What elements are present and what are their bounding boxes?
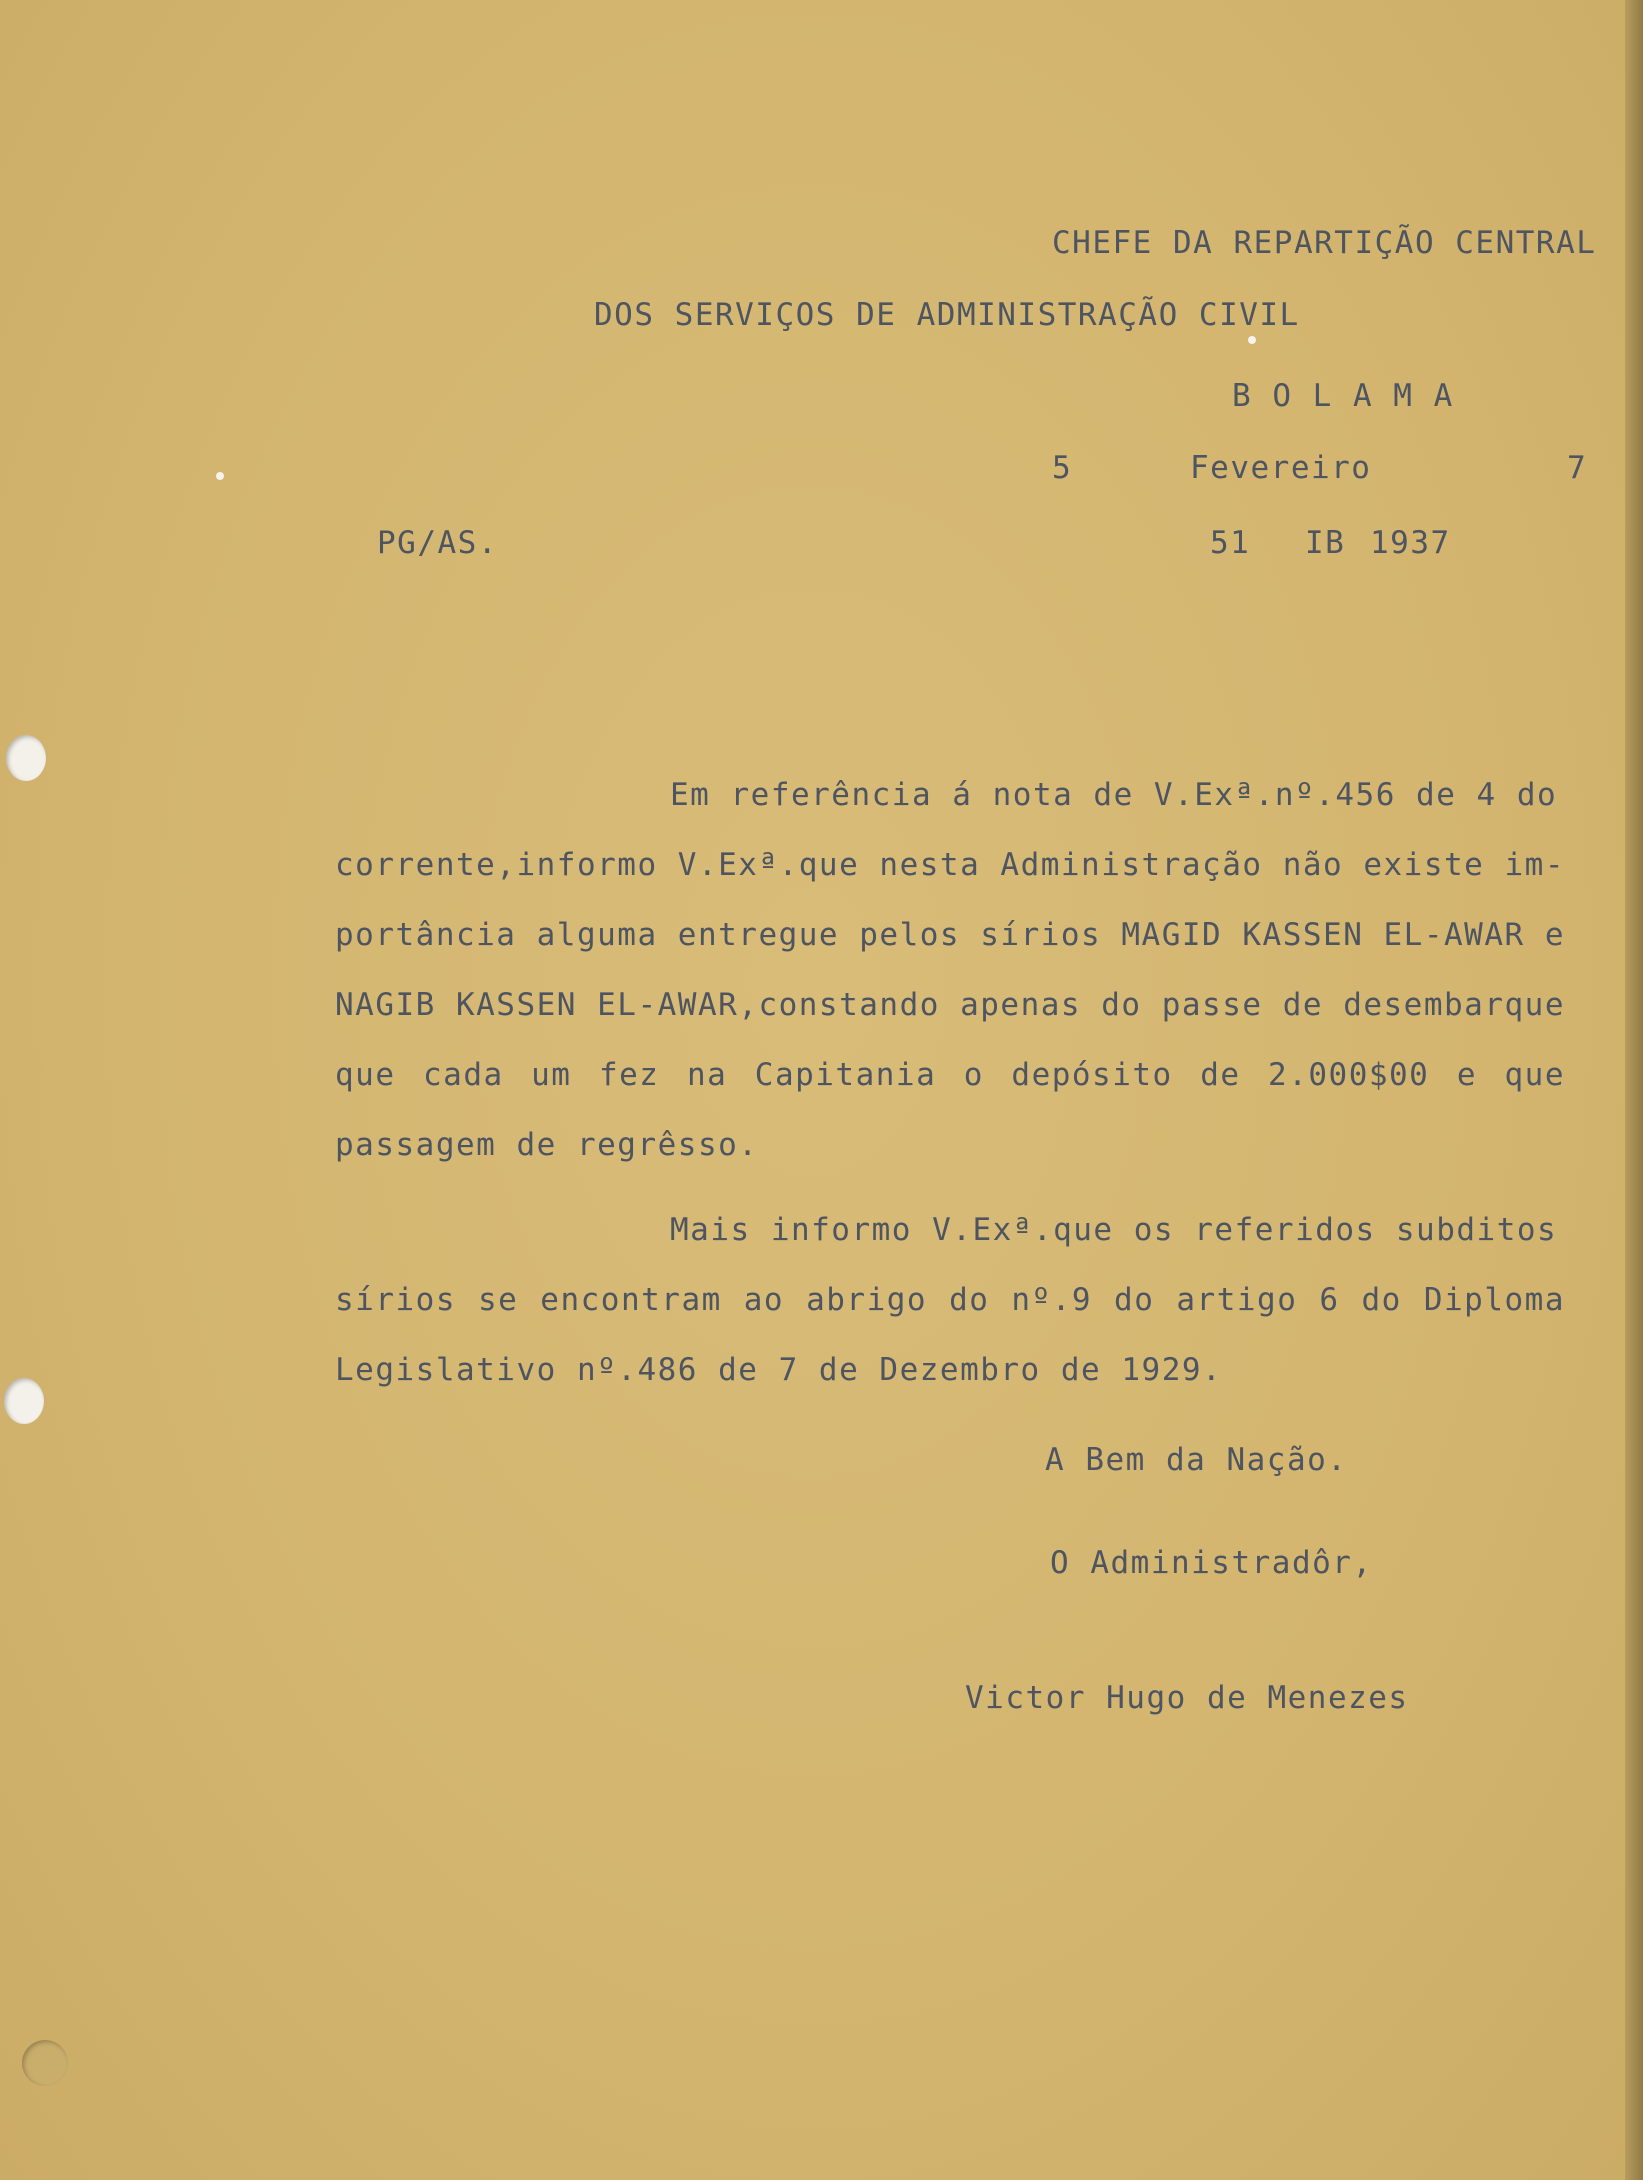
body-paragraph-1 bbox=[335, 760, 1565, 1180]
paragraph-2-line: Mais informo V.Exª.que os referidos subditos bbox=[670, 1212, 1558, 1248]
closing-salutation: A Bem da Nação. bbox=[1045, 1442, 1348, 1478]
reference-year: 1937 bbox=[1370, 525, 1451, 561]
paper-edge bbox=[1625, 0, 1643, 2180]
paragraph-1-line: NAGIB KASSEN EL-AWAR,constando apenas do passe de desembarque bbox=[335, 987, 1565, 1023]
header-line-1: CHEFE DA REPARTIÇÃO CENTRAL bbox=[1052, 225, 1597, 261]
date-month: Fevereiro bbox=[1190, 450, 1372, 486]
date-number: 7 bbox=[1567, 450, 1588, 486]
punch-hole-middle bbox=[4, 1378, 44, 1424]
paragraph-1-line: que cada um fez na Capitania o depósito de 2.000$00 e que bbox=[335, 1057, 1565, 1093]
paragraph-1-line: Em referência á nota de V.Exª.nº.456 de 4 do bbox=[670, 777, 1558, 813]
header-line-2: DOS SERVIÇOS DE ADMINISTRAÇÃO CIVIL bbox=[594, 297, 1300, 333]
punch-hole-top bbox=[6, 735, 46, 781]
paragraph-1-line: corrente,informo V.Exª.que nesta Administração não existe im- bbox=[335, 847, 1565, 883]
paragraph-1-line: passagem de regrêsso. bbox=[335, 1127, 759, 1163]
paper-speck bbox=[216, 472, 224, 480]
paragraph-2-line: sírios se encontram ao abrigo do nº.9 do artigo 6 do Diploma bbox=[335, 1282, 1565, 1318]
paragraph-2-line: Legislativo nº.486 de 7 de Dezembro de 1929. bbox=[335, 1352, 1223, 1388]
reference-number: 51 bbox=[1210, 525, 1251, 561]
paper-speck bbox=[1248, 336, 1256, 344]
header-place: B O L A M A bbox=[1232, 378, 1454, 414]
closing-title: O Administradôr, bbox=[1050, 1545, 1373, 1581]
reference-code-2: IB bbox=[1305, 525, 1346, 561]
punch-hole-bottom bbox=[22, 2040, 68, 2086]
date-day: 5 bbox=[1052, 450, 1073, 486]
closing-signature: Victor Hugo de Menezes bbox=[965, 1680, 1409, 1716]
reference-code: PG/AS. bbox=[377, 525, 498, 561]
body-paragraph-2 bbox=[335, 1195, 1565, 1405]
paragraph-1-line: portância alguma entregue pelos sírios MAGID KASSEN EL-AWAR e bbox=[335, 917, 1565, 953]
